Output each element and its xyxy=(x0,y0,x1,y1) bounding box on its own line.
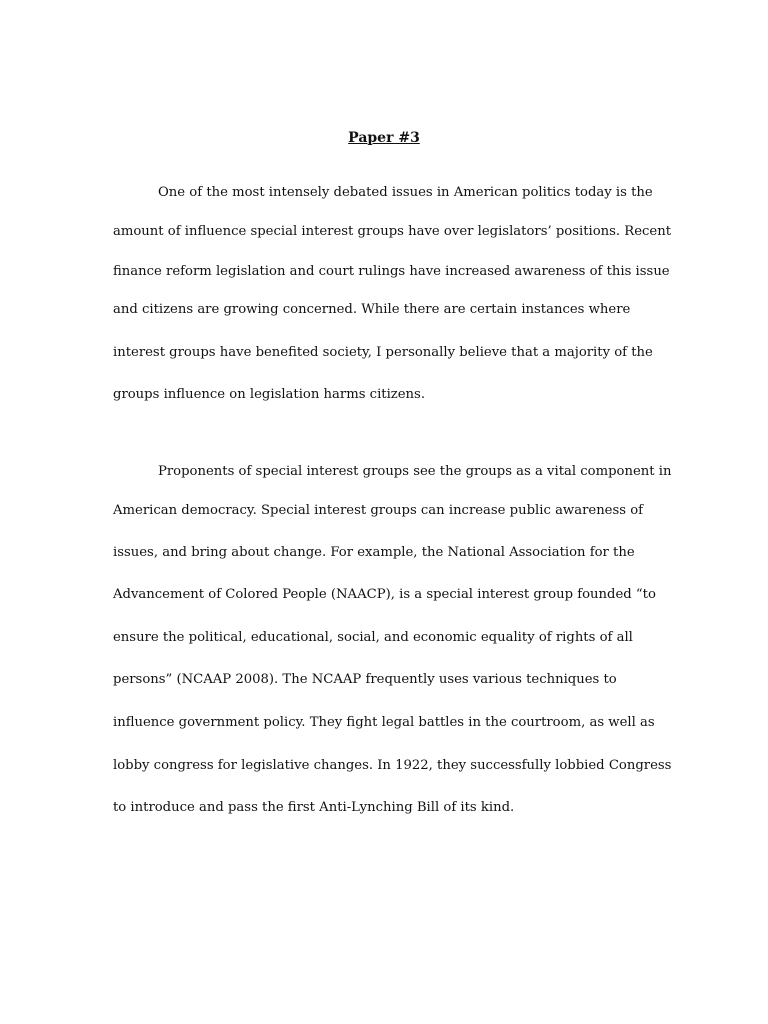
paragraph-2-line-8: lobby congress for legislative changes. In 1922, they successfully lobbied Congress xyxy=(113,758,672,773)
paragraph-2-line-7: influence government policy. They fight legal battles in the courtroom, as well as xyxy=(113,715,655,730)
paragraph-2-line-2: American democracy. Special interest groups can increase public awareness of xyxy=(113,503,644,518)
paragraph-2-line-6: persons” (NCAAP 2008). The NCAAP frequently uses various techniques to xyxy=(113,672,617,687)
paragraph-2-line-1: Proponents of special interest groups see the groups as a vital component in xyxy=(158,464,672,479)
paragraph-1-line-2: amount of influence special interest groups have over legislators’ positions. Recent xyxy=(113,224,672,239)
paragraph-1-line-4: and citizens are growing concerned. While there are certain instances where xyxy=(113,302,631,317)
paragraph-2-line-3: issues, and bring about change. For example, the National Association for the xyxy=(113,545,635,560)
paragraph-2-line-9: to introduce and pass the first Anti-Lynching Bill of its kind. xyxy=(113,800,515,815)
paper-title: Paper #3 xyxy=(348,130,420,146)
paragraph-2-line-4: Advancement of Colored People (NAACP), is a special interest group founded “to xyxy=(113,587,656,602)
paragraph-1-line-3: finance reform legislation and court rulings have increased awareness of this issue xyxy=(113,264,670,279)
paragraph-1-line-5: interest groups have benefited society, I personally believe that a majority of the xyxy=(113,345,653,360)
paragraph-2-line-5: ensure the political, educational, social, and economic equality of rights of all xyxy=(113,630,633,645)
paragraph-1-line-1: One of the most intensely debated issues in American politics today is the xyxy=(158,185,653,200)
paragraph-1-line-6: groups influence on legislation harms citizens. xyxy=(113,387,426,402)
